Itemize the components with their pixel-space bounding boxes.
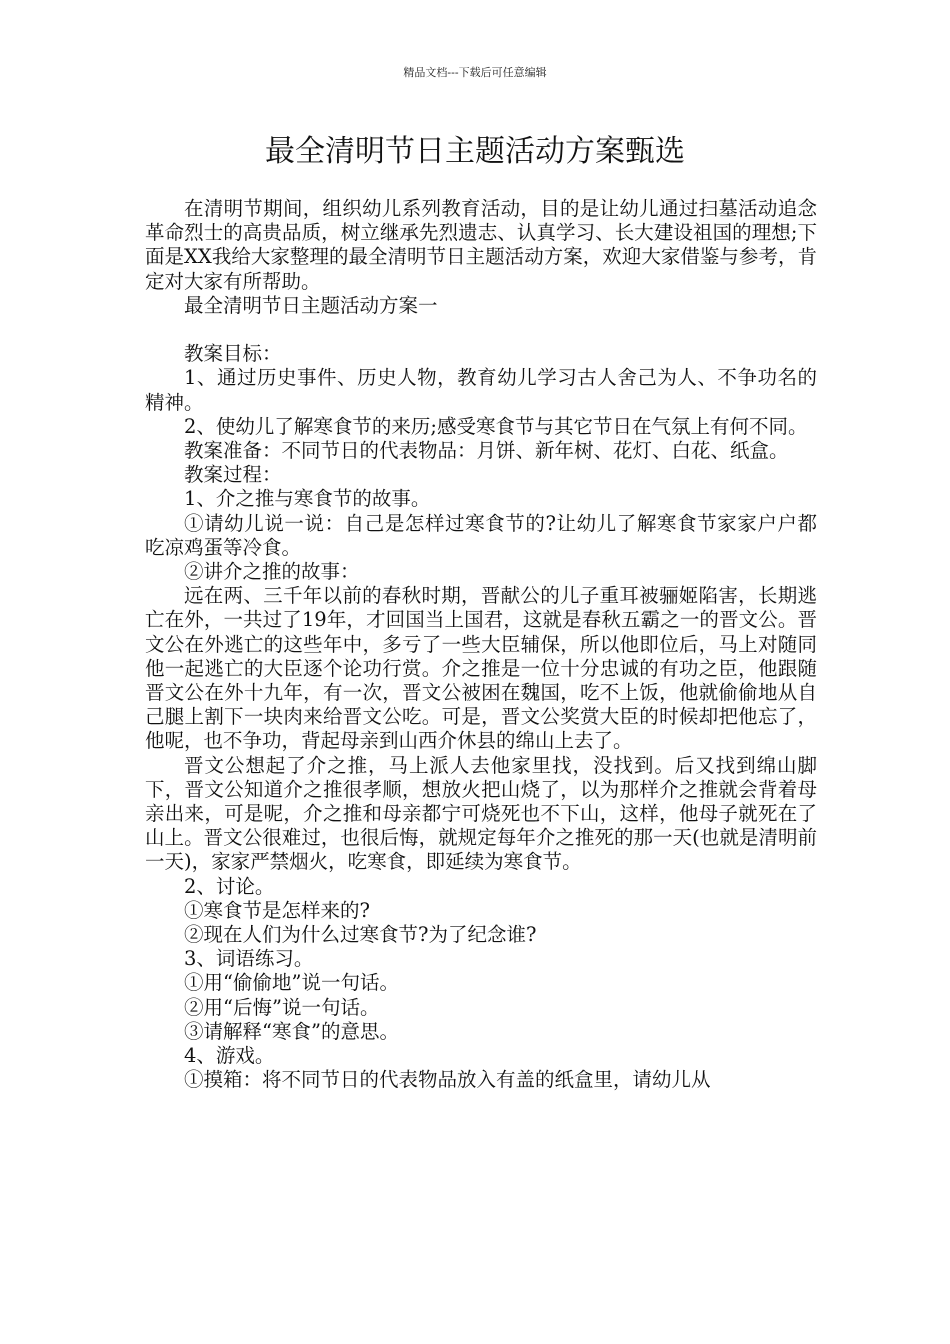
paragraph-goals-heading: 教案目标：	[184, 342, 282, 366]
paragraph-intro: 在清明节期间，组织幼儿系列教育活动，目的是让幼儿通过扫墓活动追念革命烈士的高贵品质，树立继承先烈遗志、认真学习、长大建设祖国的理想;下面是XX我给大家整理的最全清明节日主题活动方案，欢迎大家借鉴与参考，肯定对大家有所帮助。	[145, 197, 817, 293]
header-note: 精品文档---下载后可任意编辑	[403, 66, 547, 79]
document-body	[145, 197, 817, 1093]
paragraph-step-3: 3、词语练习。	[184, 947, 314, 971]
paragraph-step-1-a: ①请幼儿说一说：自己是怎样过寒食节的?让幼儿了解寒食节家家户户都吃凉鸡蛋等冷食。	[145, 511, 817, 559]
paragraph-step-4-a: ①摸箱：将不同节日的代表物品放入有盖的纸盒里，请幼儿从	[184, 1068, 711, 1092]
paragraph-step-3-c: ③请解释“寒食”的意思。	[184, 1019, 399, 1043]
paragraph-step-1: 1、介之推与寒食节的故事。	[184, 487, 431, 511]
paragraph-story-2: 晋文公想起了介之推，马上派人去他家里找，没找到。后又找到绵山脚下，晋文公知道介之推很孝顺，想放火把山烧了，以为那样介之推就会背着母亲出来，可是呢，介之推和母亲都宁可烧死也不下山，这样，他母子就死在了山上。晋文公很难过，也很后悔，就规定每年介之推死的那一天(也就是清明前一天)，家家严禁烟火，吃寒食，即延续为寒食节。	[145, 753, 817, 874]
paragraph-plan-heading: 最全清明节日主题活动方案一	[184, 293, 438, 317]
paragraph-process-heading: 教案过程：	[184, 463, 282, 487]
paragraph-step-1-b: ②讲介之推的故事：	[184, 560, 360, 584]
paragraph-step-4: 4、游戏。	[184, 1044, 275, 1068]
paragraph-story-1: 远在两、三千年以前的春秋时期，晋献公的儿子重耳被骊姬陷害，长期逃亡在外，一共过了19年，才回国当上国君，这就是春秋五霸之一的晋文公。晋文公在外逃亡的这些年中，多亏了一些大臣辅保，所以他即位后，马上对随同他一起逃亡的大臣逐个论功行赏。介之推是一位十分忠诚的有功之臣，他跟随晋文公在外十九年，有一次，晋文公被困在魏国，吃不上饭，他就偷偷地从自己腿上割下一块肉来给晋文公吃。可是，晋文公奖赏大臣的时候却把他忘了，他呢，也不争功，背起母亲到山西介休县的绵山上去了。	[145, 584, 817, 753]
paragraph-blank	[145, 318, 817, 342]
paragraph-step-3-b: ②用“后悔”说一句话。	[184, 995, 380, 1019]
document-title: 最全清明节日主题活动方案甄选	[265, 134, 685, 169]
paragraph-goal-2: 2、使幼儿了解寒食节的来历;感受寒食节与其它节日在气氛上有何不同。	[184, 414, 808, 438]
paragraph-step-2: 2、讨论。	[184, 874, 275, 898]
paragraph-step-2-a: ①寒食节是怎样来的?	[184, 898, 370, 922]
paragraph-step-3-a: ①用“偷偷地”说一句话。	[184, 971, 399, 995]
paragraph-step-2-b: ②现在人们为什么过寒食节?为了纪念谁?	[184, 923, 537, 947]
paragraph-goal-1: 1、通过历史事件、历史人物，教育幼儿学习古人舍己为人、不争功名的精神。	[145, 366, 817, 414]
paragraph-preparation: 教案准备：不同节日的代表物品：月饼、新年树、花灯、白花、纸盒。	[184, 439, 789, 463]
